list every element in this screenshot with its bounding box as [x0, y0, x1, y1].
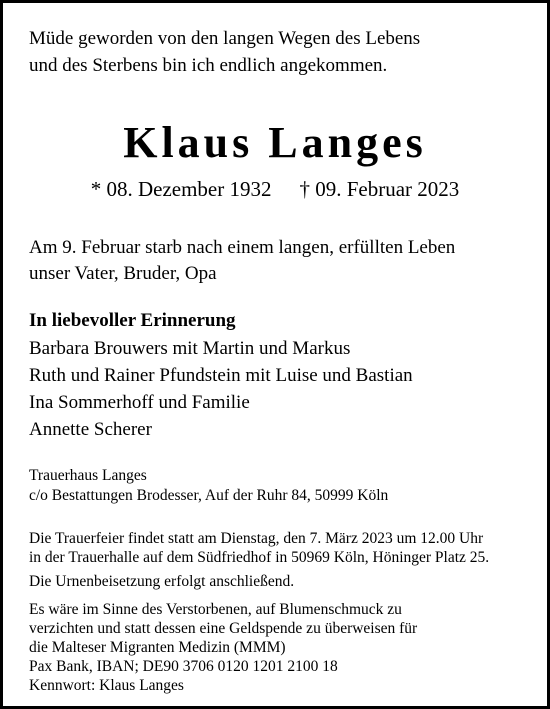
- address-line-2: c/o Bestattungen Brodesser, Auf der Ruhr 84, 50999 Köln: [29, 487, 389, 504]
- donation-line-3: die Malteser Migranten Medizin (MMM): [29, 639, 286, 656]
- deceased-name: Klaus Langes: [123, 118, 427, 167]
- donation-line-1: Es wäre im Sinne des Verstorbenen, auf Blumenschmuck zu: [29, 601, 402, 618]
- death-date: † 09. Februar 2023: [299, 177, 460, 201]
- mourner-name: Ruth und Rainer Pfundstein mit Luise und Bastian: [29, 365, 413, 386]
- poem-line-2: und des Sterbens bin ich endlich angekommen.: [29, 55, 388, 76]
- donation-line-2: verzichten und statt dessen eine Geldspende zu überweisen für: [29, 620, 418, 637]
- life-dates: [3, 179, 547, 200]
- donation-bank-line: Pax Bank, IBAN; DE90 3706 0120 1201 2100 18: [29, 658, 338, 675]
- donation-keyword-line: Kennwort: Klaus Langes: [29, 677, 184, 694]
- mourner-name: Barbara Brouwers mit Martin und Markus: [29, 338, 351, 359]
- announcement-line-2: unser Vater, Bruder, Opa: [29, 263, 217, 284]
- ceremony-line-2: in der Trauerhalle auf dem Südfriedhof in 50969 Köln, Höninger Platz 25.: [29, 549, 490, 566]
- announcement-line-1: Am 9. Februar starb nach einem langen, erfüllten Leben: [29, 237, 456, 258]
- address-line-1: Trauerhaus Langes: [29, 467, 147, 484]
- poem-line-1: Müde geworden von den langen Wegen des Lebens: [29, 28, 421, 49]
- ceremony-line-1: Die Trauerfeier findet statt am Dienstag, den 7. März 2023 um 12.00 Uhr: [29, 530, 484, 547]
- mourners-heading: In liebevoller Erinnerung: [29, 310, 236, 331]
- ceremony-line-3: Die Urnenbeisetzung erfolgt anschließend.: [29, 573, 295, 590]
- mourner-name: Annette Scherer: [29, 419, 152, 440]
- birth-date: * 08. Dezember 1932: [90, 177, 272, 201]
- mourner-name: Ina Sommerhoff und Familie: [29, 392, 250, 413]
